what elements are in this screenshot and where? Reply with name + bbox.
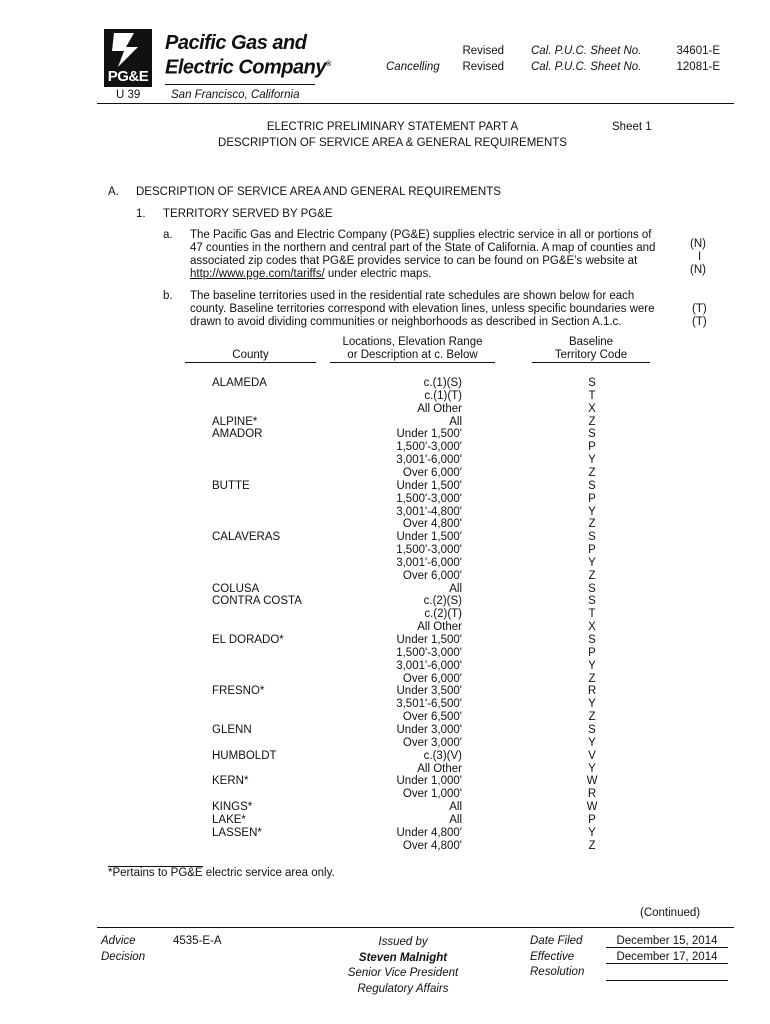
lightning-bolt-icon bbox=[104, 29, 152, 69]
territory-code-cell: X bbox=[588, 402, 596, 415]
revised-label-1: Revised bbox=[462, 45, 504, 57]
logo-text: PG&E bbox=[107, 68, 149, 85]
location-cell: Over 6,000' bbox=[402, 672, 462, 685]
territory-code-cell: T bbox=[588, 389, 596, 402]
margin-mark-t2: (T) bbox=[692, 316, 707, 328]
territory-code-cell: S bbox=[588, 377, 596, 389]
territory-code-cell: Y bbox=[588, 762, 596, 775]
territory-code-cell: V bbox=[588, 749, 596, 762]
location-cell: Under 3,500' bbox=[396, 685, 462, 698]
cpuc-sheet-label-1: Cal. P.U.C. Sheet No. bbox=[531, 45, 642, 57]
territory-code-cell: Y bbox=[588, 659, 596, 672]
revised-label-2: Revised bbox=[462, 61, 504, 73]
column-header-county: County bbox=[185, 349, 316, 363]
cpuc-sheet-label-2: Cal. P.U.C. Sheet No. bbox=[531, 61, 642, 73]
county-cell: COLUSA bbox=[212, 582, 260, 595]
para-b-number: b. bbox=[163, 290, 173, 302]
footnote: *Pertains to PG&E electric service area only. bbox=[108, 867, 335, 879]
territory-code-cell: S bbox=[588, 479, 596, 492]
margin-mark-n1: (N) bbox=[690, 238, 706, 250]
territory-code-cell: P bbox=[588, 813, 596, 826]
territory-code-cell: Y bbox=[588, 556, 596, 569]
location-cell: c.(1)(S) bbox=[423, 377, 462, 389]
territory-code-cell: R bbox=[587, 685, 597, 698]
location-cell: 1,500'-3,000' bbox=[396, 492, 462, 505]
location-cell: All Other bbox=[417, 402, 462, 415]
county-cell: FRESNO* bbox=[212, 685, 265, 698]
location-cell: 1,500'-3,000' bbox=[396, 441, 462, 454]
territory-code-cell: Y bbox=[588, 736, 596, 749]
county-cell: CONTRA COSTA bbox=[212, 595, 302, 608]
sheet-number-1: 34601-E bbox=[676, 45, 720, 57]
sheet-number-2: 12081-E bbox=[676, 61, 720, 73]
location-cell: Over 4,800' bbox=[402, 839, 462, 852]
county-cell: GLENN bbox=[212, 723, 252, 736]
para-a-text: The Pacific Gas and Electric Company (PG&E) supplies electric service in all or portions of 47 counties in the northern and central part of the State of California. A map of counties and associated zip codes that PG&E provides service to can be found on PG&E’s website at http://www.pge.com/tariffs/ under electric maps. bbox=[190, 229, 656, 280]
territory-code-cell: T bbox=[588, 608, 596, 621]
county-cell: ALPINE* bbox=[212, 415, 258, 428]
statement-title: ELECTRIC PRELIMINARY STATEMENT PART A bbox=[266, 121, 519, 133]
location-cell: 3,501'-6,500' bbox=[396, 698, 462, 711]
location-cell: Over 4,800' bbox=[402, 518, 462, 531]
location-cell: Under 3,000' bbox=[396, 723, 462, 736]
pge-logo-mark bbox=[104, 29, 152, 87]
location-cell: Over 6,500' bbox=[402, 711, 462, 724]
county-cell: ALAMEDA bbox=[212, 377, 267, 389]
territory-code-cell: Z bbox=[588, 569, 596, 582]
continued-label: (Continued) bbox=[640, 907, 701, 919]
location-cell: Under 1,500' bbox=[396, 531, 462, 544]
location-cell: 3,001'-6,000' bbox=[396, 454, 462, 467]
location-cell: Under 1,500' bbox=[396, 634, 462, 646]
territory-code-cell: W bbox=[586, 801, 598, 814]
para-a-number: a. bbox=[163, 229, 173, 241]
territory-code-cell: Z bbox=[588, 839, 596, 852]
county-cell: EL DORADO* bbox=[212, 634, 284, 646]
location-cell: Under 1,000' bbox=[396, 775, 462, 788]
column-header-location: Locations, Elevation Range or Description at c. Below bbox=[330, 336, 495, 363]
location-cell: Under 4,800' bbox=[396, 826, 462, 839]
issued-by-block: Issued by Steven Malnight Senior Vice President Regulatory Affairs bbox=[318, 935, 488, 997]
county-cell: LAKE* bbox=[212, 813, 246, 826]
territory-code-cell: Z bbox=[588, 672, 596, 685]
territory-code-cell: Y bbox=[588, 826, 596, 839]
location-cell: All bbox=[449, 415, 462, 428]
statement-subtitle: DESCRIPTION OF SERVICE AREA & GENERAL REQUIREMENTS bbox=[218, 137, 567, 149]
effective-label: Effective bbox=[530, 951, 575, 963]
location-cell: All Other bbox=[417, 621, 462, 634]
county-cell: CALAVERAS bbox=[212, 531, 281, 544]
territory-code-cell: Y bbox=[588, 698, 596, 711]
location-cell: Over 6,000' bbox=[402, 466, 462, 479]
county-cell: LASSEN* bbox=[212, 826, 262, 839]
territory-code-cell: S bbox=[588, 723, 596, 736]
margin-mark-n2: (N) bbox=[690, 264, 706, 276]
territory-code-cell: P bbox=[588, 441, 596, 454]
territory-code-cell: W bbox=[586, 775, 598, 788]
city-label: San Francisco, California bbox=[171, 89, 300, 101]
location-cell: Over 3,000' bbox=[402, 736, 462, 749]
section-1-number: 1. bbox=[136, 208, 146, 220]
location-cell: c.(3)(V) bbox=[423, 749, 462, 762]
cancelling-label: Cancelling bbox=[386, 61, 440, 73]
margin-mark-i: I bbox=[698, 251, 702, 263]
location-cell: Over 1,000' bbox=[402, 788, 462, 801]
location-cell: c.(2)(T) bbox=[424, 608, 462, 621]
territory-code-cell: Y bbox=[588, 454, 596, 467]
utility-id: U 39 bbox=[116, 89, 141, 101]
effective-value: December 17, 2014 bbox=[606, 951, 728, 964]
territory-code-cell: Y bbox=[588, 505, 596, 518]
territory-code-cell: Z bbox=[588, 466, 596, 479]
sheet-label: Sheet 1 bbox=[612, 121, 652, 133]
location-cell: 3,001'-6,000' bbox=[396, 659, 462, 672]
date-filed-label: Date Filed bbox=[530, 935, 583, 947]
location-cell: Under 1,500' bbox=[396, 428, 462, 441]
footer-rule bbox=[97, 927, 734, 928]
location-cell: c.(2)(S) bbox=[423, 595, 462, 608]
county-cell: KINGS* bbox=[212, 801, 253, 814]
territory-code-cell: P bbox=[588, 544, 596, 557]
location-cell: 1,500'-3,000' bbox=[396, 646, 462, 659]
territory-code-cell: P bbox=[588, 492, 596, 505]
county-cell: AMADOR bbox=[212, 428, 263, 441]
territory-code-cell: Z bbox=[588, 415, 596, 428]
location-cell: 1,500'-3,000' bbox=[396, 544, 462, 557]
location-cell: 3,001'-4,800' bbox=[396, 505, 462, 518]
tariffs-link[interactable]: http://www.pge.com/tariffs/ bbox=[190, 268, 325, 280]
county-cell: KERN* bbox=[212, 775, 249, 788]
territory-code-cell: S bbox=[588, 531, 596, 544]
advice-number: 4535-E-A bbox=[173, 935, 222, 947]
section-a-number: A. bbox=[108, 186, 119, 198]
territory-code-cell: R bbox=[587, 788, 597, 801]
section-a-heading: DESCRIPTION OF SERVICE AREA AND GENERAL REQUIREMENTS bbox=[136, 186, 501, 198]
territory-code-cell: Z bbox=[588, 711, 596, 724]
para-b-text: The baseline territories used in the residential rate schedules are shown below for each county. Baseline territories correspond with elevation lines, unless specific boundaries were drawn to avoid dividing communities or neighborhoods as described in Section A.1.c. bbox=[190, 290, 655, 328]
resolution-value bbox=[606, 966, 728, 981]
location-cell: c.(1)(T) bbox=[424, 389, 462, 402]
territory-code-cell: P bbox=[588, 646, 596, 659]
logo-divider bbox=[165, 84, 315, 85]
location-cell: All bbox=[449, 801, 462, 814]
territory-code-cell: S bbox=[588, 582, 596, 595]
margin-mark-t1: (T) bbox=[692, 303, 707, 315]
location-cell: All bbox=[449, 582, 462, 595]
location-cell: 3,001'-6,000' bbox=[396, 556, 462, 569]
header-rule bbox=[97, 103, 734, 104]
territory-code-cell: S bbox=[588, 428, 596, 441]
territory-code-cell: S bbox=[588, 595, 596, 608]
territory-code-cell: Z bbox=[588, 518, 596, 531]
location-cell: All bbox=[449, 813, 462, 826]
signer-name: Steven Malnight bbox=[358, 951, 448, 964]
county-cell: BUTTE bbox=[212, 479, 250, 492]
territory-code-cell: X bbox=[588, 621, 596, 634]
date-filed-value: December 15, 2014 bbox=[606, 935, 728, 948]
decision-label: Decision bbox=[101, 951, 146, 963]
location-cell: Under 1,500' bbox=[396, 479, 462, 492]
company-name: Pacific Gas and Electric Company® bbox=[165, 32, 331, 79]
column-header-code: Baseline Territory Code bbox=[532, 336, 650, 363]
resolution-label: Resolution bbox=[530, 966, 585, 978]
section-1-heading: TERRITORY SERVED BY PG&E bbox=[163, 208, 333, 220]
location-cell: All Other bbox=[417, 762, 462, 775]
county-cell: HUMBOLDT bbox=[212, 749, 277, 762]
location-cell: Over 6,000' bbox=[402, 569, 462, 582]
advice-label: Advice bbox=[101, 935, 136, 947]
territory-code-cell: S bbox=[588, 634, 596, 646]
